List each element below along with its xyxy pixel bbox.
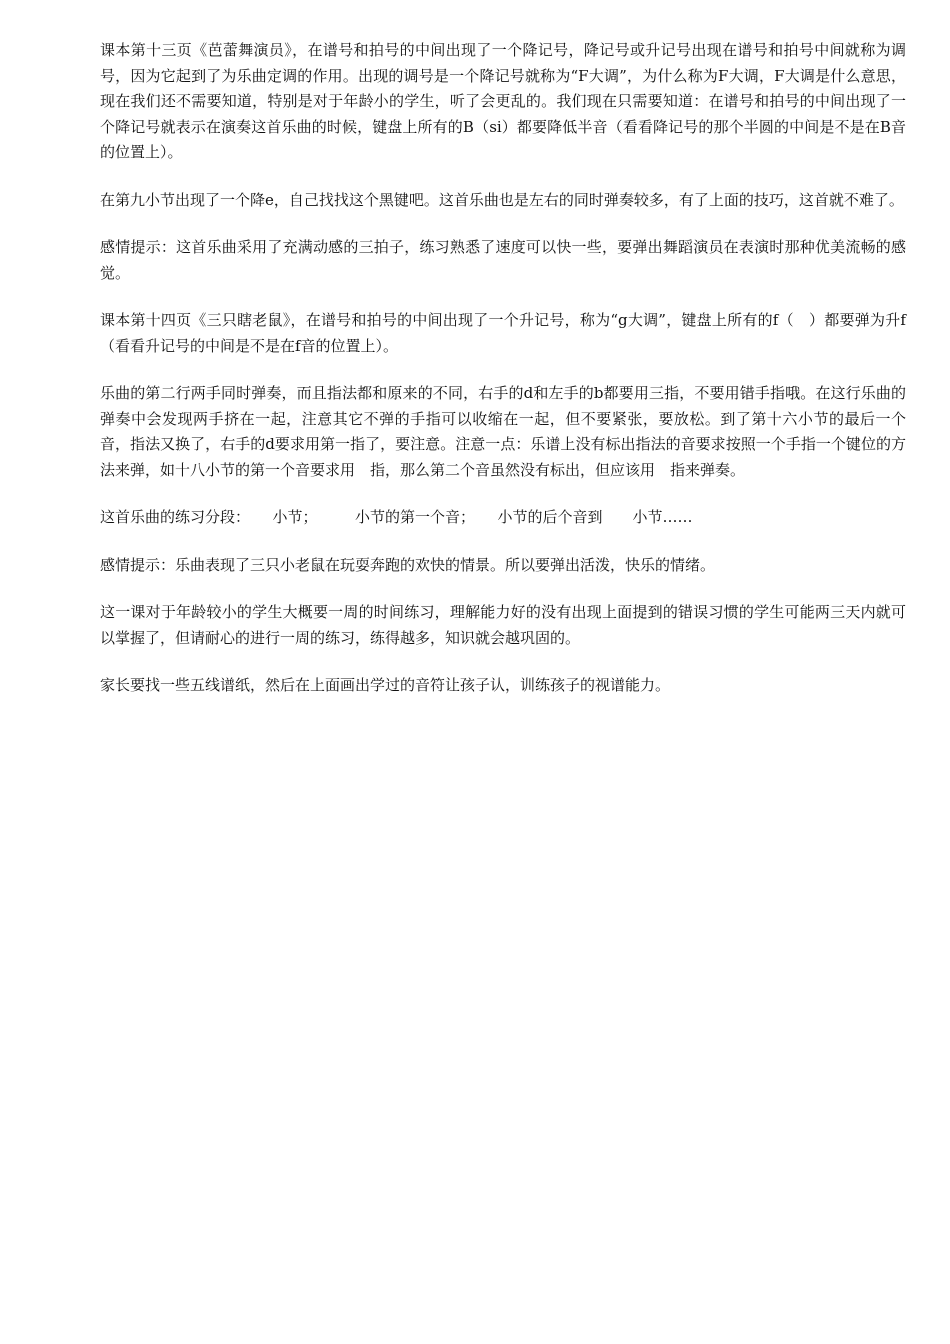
paragraph-parent-advice: 家长要找一些五线谱纸，然后在上面画出学过的音符让孩子认，训练孩子的视谱能力。: [100, 676, 671, 694]
paragraph-ballet-dancer-key-signature: 课本第十三页《芭蕾舞演员》，在谱号和拍号的中间出现了一个降记号，降记号或升记号出现在谱号和拍号中间就称为调号，因为它起到了为乐曲定调的作用。出现的调号是一个降记号就称为“F大调”，为什么称为F大调，F大调是什么意思，现在我们还不需要知道，特别是对于年龄小的学生，听了会更乱的。我们现在只需要知道：在谱号和拍号的中间出现了一个降记号就表示在演奏这首乐曲的时候，键盘上所有的B（si）都要降低半音（看看降记号的那个半圆的中间是不是在B音的位置上）。: [100, 41, 906, 161]
document-body: [100, 38, 906, 721]
paragraph-three-blind-mice-key-signature: 课本第十四页《三只瞎老鼠》，在谱号和拍号的中间出现了一个升记号，称为“g大调”，键盘上所有的f（ ）都要弹为升f（看看升记号的中间是不是在f音的位置上）。: [100, 311, 906, 355]
paragraph-practice-duration: 这一课对于年龄较小的学生大概要一周的时间练习，理解能力好的没有出现上面提到的错误习惯的学生可能两三天内就可以掌握了，但请耐心的进行一周的练习，练得越多，知识就会越巩固的。: [100, 603, 906, 647]
paragraph-ninth-measure-e-flat: 在第九小节出现了一个降e，自己找找这个黑键吧。这首乐曲也是左右的同时弹奏较多，有了上面的技巧，这首就不难了。: [100, 190, 904, 209]
paragraph-second-line-fingering: 乐曲的第二行两手同时弹奏，而且指法都和原来的不同，右手的d和左手的b都要用三指，不要用错手指哦。在这行乐曲的弹奏中会发现两手挤在一起，注意其它不弹的手指可以收缩在一起，但不要紧张，要放松。到了第十六小节的最后一个音，指法又换了，右手的d要求用第一指了，要注意。注意一点：乐谱上没有标出指法的音要求按照一个手指一个键位的方法来弹，如十八小节的第一个音要求用 指，那么第二个音虽然没有标出，但应该用 指来弹奏。: [100, 384, 906, 479]
paragraph-mice-emotion-tip: 感情提示：乐曲表现了三只小老鼠在玩耍奔跑的欢快的情景。所以要弹出活泼，快乐的情绪。: [100, 555, 716, 574]
paragraph-practice-sections: 这首乐曲的练习分段： 小节； 小节的第一个音； 小节的后个音到 小节……: [100, 508, 693, 526]
paragraph-ballet-emotion-tip: 感情提示：这首乐曲采用了充满动感的三拍子，练习熟悉了速度可以快一些，要弹出舞蹈演员在表演时那种优美流畅的感觉。: [100, 238, 906, 282]
